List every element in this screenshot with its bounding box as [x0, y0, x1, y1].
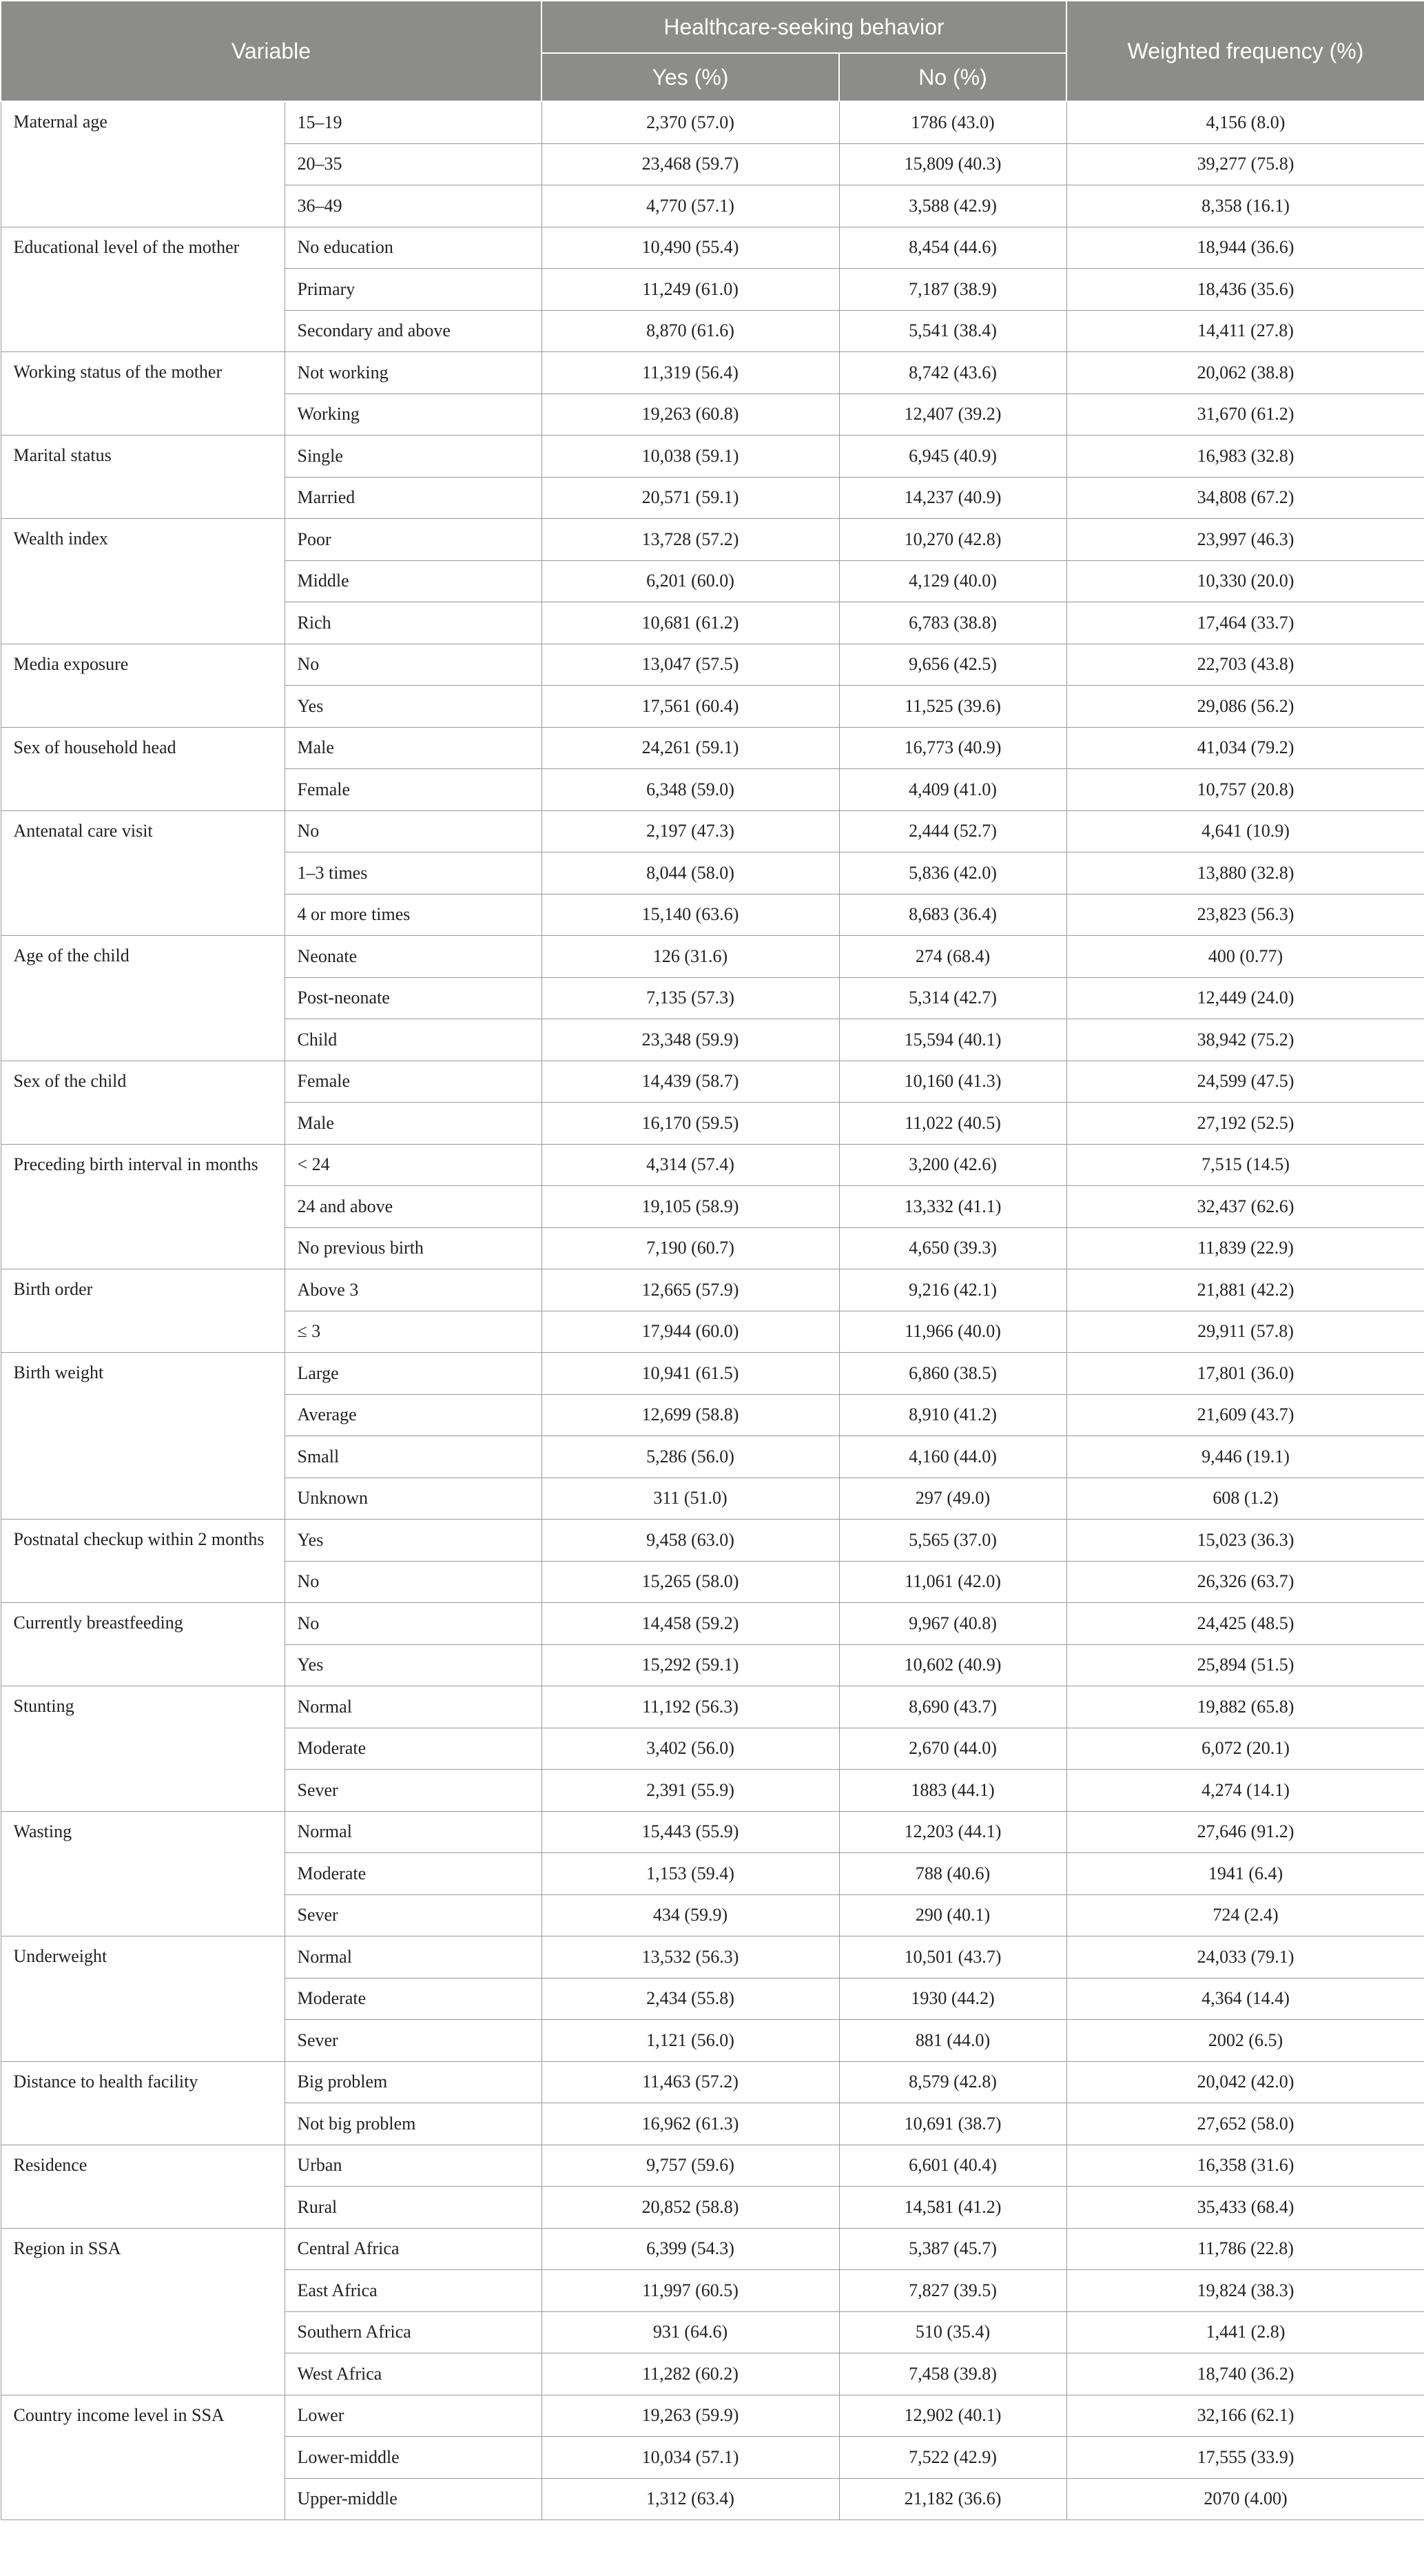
- weighted-frequency-cell: 39,277 (75.8): [1066, 143, 1424, 185]
- category-cell: Normal: [285, 1686, 541, 1728]
- no-cell: 1930 (44.2): [839, 1978, 1066, 2020]
- yes-cell: 10,034 (57.1): [541, 2437, 839, 2479]
- weighted-frequency-cell: 17,801 (36.0): [1066, 1353, 1424, 1395]
- category-cell: Large: [285, 1353, 541, 1395]
- weighted-frequency-cell: 16,358 (31.6): [1066, 2145, 1424, 2187]
- yes-cell: 17,944 (60.0): [541, 1311, 839, 1353]
- category-cell: Upper-middle: [285, 2478, 541, 2520]
- category-cell: Married: [285, 477, 541, 519]
- table-body: [1, 101, 1424, 2520]
- yes-cell: 2,370 (57.0): [541, 101, 839, 143]
- weighted-frequency-cell: 7,515 (14.5): [1066, 1144, 1424, 1186]
- no-cell: 788 (40.6): [839, 1853, 1066, 1895]
- weighted-frequency-cell: 400 (0.77): [1066, 936, 1424, 978]
- weighted-frequency-cell: 4,274 (14.1): [1066, 1770, 1424, 1812]
- no-cell: 7,458 (39.8): [839, 2353, 1066, 2395]
- weighted-frequency-cell: 25,894 (51.5): [1066, 1644, 1424, 1686]
- yes-cell: 19,105 (58.9): [541, 1186, 839, 1228]
- table-row: [1, 936, 1424, 978]
- variable-cell: Residence: [1, 2145, 285, 2228]
- weighted-frequency-cell: 18,944 (36.6): [1066, 227, 1424, 269]
- table-row: [1, 1603, 1424, 1645]
- yes-cell: 4,314 (57.4): [541, 1144, 839, 1186]
- weighted-frequency-cell: 18,740 (36.2): [1066, 2353, 1424, 2395]
- category-cell: Yes: [285, 1520, 541, 1562]
- no-cell: 5,541 (38.4): [839, 310, 1066, 352]
- no-cell: 10,691 (38.7): [839, 2103, 1066, 2145]
- no-cell: 6,601 (40.4): [839, 2145, 1066, 2187]
- yes-cell: 14,439 (58.7): [541, 1061, 839, 1103]
- category-cell: Big problem: [285, 2061, 541, 2103]
- weighted-frequency-cell: 4,641 (10.9): [1066, 810, 1424, 852]
- no-cell: 2,670 (44.0): [839, 1728, 1066, 1770]
- category-cell: Neonate: [285, 936, 541, 978]
- weighted-frequency-cell: 8,358 (16.1): [1066, 185, 1424, 227]
- yes-cell: 8,044 (58.0): [541, 852, 839, 895]
- category-cell: No education: [285, 227, 541, 269]
- weighted-frequency-cell: 18,436 (35.6): [1066, 269, 1424, 311]
- weighted-frequency-cell: 31,670 (61.2): [1066, 393, 1424, 436]
- category-cell: ≤ 3: [285, 1311, 541, 1353]
- variable-cell: Currently breastfeeding: [1, 1603, 285, 1686]
- header-variable: Variable: [1, 1, 541, 101]
- weighted-frequency-cell: 34,808 (67.2): [1066, 477, 1424, 519]
- variable-cell: Wasting: [1, 1811, 285, 1936]
- variable-cell: Region in SSA: [1, 2228, 285, 2395]
- category-cell: Rich: [285, 602, 541, 644]
- table-row: [1, 2061, 1424, 2103]
- category-cell: 24 and above: [285, 1186, 541, 1228]
- category-cell: Male: [285, 727, 541, 769]
- weighted-frequency-cell: 1,441 (2.8): [1066, 2311, 1424, 2353]
- no-cell: 11,022 (40.5): [839, 1103, 1066, 1145]
- weighted-frequency-cell: 27,646 (91.2): [1066, 1811, 1424, 1853]
- variable-cell: Stunting: [1, 1686, 285, 1812]
- no-cell: 7,522 (42.9): [839, 2437, 1066, 2479]
- category-cell: Child: [285, 1019, 541, 1061]
- yes-cell: 11,997 (60.5): [541, 2270, 839, 2312]
- category-cell: Male: [285, 1103, 541, 1145]
- category-cell: Sever: [285, 2020, 541, 2062]
- yes-cell: 12,699 (58.8): [541, 1394, 839, 1436]
- no-cell: 5,314 (42.7): [839, 977, 1066, 1019]
- category-cell: 4 or more times: [285, 894, 541, 936]
- yes-cell: 931 (64.6): [541, 2311, 839, 2353]
- weighted-frequency-cell: 21,609 (43.7): [1066, 1394, 1424, 1436]
- category-cell: Middle: [285, 560, 541, 602]
- category-cell: Primary: [285, 269, 541, 311]
- yes-cell: 11,282 (60.2): [541, 2353, 839, 2395]
- yes-cell: 311 (51.0): [541, 1478, 839, 1520]
- no-cell: 6,783 (38.8): [839, 602, 1066, 644]
- no-cell: 12,203 (44.1): [839, 1811, 1066, 1853]
- no-cell: 14,581 (41.2): [839, 2187, 1066, 2229]
- weighted-frequency-cell: 38,942 (75.2): [1066, 1019, 1424, 1061]
- weighted-frequency-cell: 17,464 (33.7): [1066, 602, 1424, 644]
- category-cell: No: [285, 1561, 541, 1603]
- yes-cell: 16,170 (59.5): [541, 1103, 839, 1145]
- weighted-frequency-cell: 21,881 (42.2): [1066, 1269, 1424, 1311]
- no-cell: 510 (35.4): [839, 2311, 1066, 2353]
- variable-cell: Educational level of the mother: [1, 227, 285, 352]
- category-cell: Lower: [285, 2395, 541, 2437]
- weighted-frequency-cell: 23,823 (56.3): [1066, 894, 1424, 936]
- yes-cell: 13,728 (57.2): [541, 519, 839, 561]
- weighted-frequency-cell: 15,023 (36.3): [1066, 1520, 1424, 1562]
- yes-cell: 13,047 (57.5): [541, 644, 839, 686]
- category-cell: Rural: [285, 2187, 541, 2229]
- variable-cell: Birth weight: [1, 1353, 285, 1520]
- category-cell: 1–3 times: [285, 852, 541, 895]
- table-row: [1, 727, 1424, 769]
- category-cell: No: [285, 644, 541, 686]
- weighted-frequency-cell: 12,449 (24.0): [1066, 977, 1424, 1019]
- weighted-frequency-cell: 6,072 (20.1): [1066, 1728, 1424, 1770]
- table-row: [1, 352, 1424, 394]
- yes-cell: 10,038 (59.1): [541, 436, 839, 478]
- category-cell: Poor: [285, 519, 541, 561]
- weighted-frequency-cell: 1941 (6.4): [1066, 1853, 1424, 1895]
- table-row: [1, 2228, 1424, 2270]
- weighted-frequency-cell: 32,437 (62.6): [1066, 1186, 1424, 1228]
- header-yes: Yes (%): [541, 53, 839, 101]
- table-row: [1, 436, 1424, 478]
- yes-cell: 12,665 (57.9): [541, 1269, 839, 1311]
- weighted-frequency-cell: 27,192 (52.5): [1066, 1103, 1424, 1145]
- no-cell: 5,565 (37.0): [839, 1520, 1066, 1562]
- yes-cell: 126 (31.6): [541, 936, 839, 978]
- yes-cell: 9,757 (59.6): [541, 2145, 839, 2187]
- no-cell: 8,579 (42.8): [839, 2061, 1066, 2103]
- weighted-frequency-cell: 24,425 (48.5): [1066, 1603, 1424, 1645]
- no-cell: 3,588 (42.9): [839, 185, 1066, 227]
- no-cell: 12,407 (39.2): [839, 393, 1066, 436]
- category-cell: Small: [285, 1436, 541, 1478]
- category-cell: Central Africa: [285, 2228, 541, 2270]
- category-cell: Working: [285, 393, 541, 436]
- no-cell: 11,966 (40.0): [839, 1311, 1066, 1353]
- category-cell: Yes: [285, 686, 541, 728]
- category-cell: East Africa: [285, 2270, 541, 2312]
- no-cell: 290 (40.1): [839, 1894, 1066, 1936]
- table-row: [1, 1353, 1424, 1395]
- yes-cell: 11,319 (56.4): [541, 352, 839, 394]
- yes-cell: 7,135 (57.3): [541, 977, 839, 1019]
- category-cell: Female: [285, 1061, 541, 1103]
- no-cell: 7,187 (38.9): [839, 269, 1066, 311]
- yes-cell: 15,443 (55.9): [541, 1811, 839, 1853]
- yes-cell: 23,348 (59.9): [541, 1019, 839, 1061]
- yes-cell: 5,286 (56.0): [541, 1436, 839, 1478]
- variable-cell: Sex of the child: [1, 1061, 285, 1144]
- header-healthcare-seeking-behavior: Healthcare-seeking behavior: [541, 1, 1066, 53]
- yes-cell: 11,463 (57.2): [541, 2061, 839, 2103]
- no-cell: 9,656 (42.5): [839, 644, 1066, 686]
- table-row: [1, 1520, 1424, 1562]
- yes-cell: 20,571 (59.1): [541, 477, 839, 519]
- variable-cell: Distance to health facility: [1, 2061, 285, 2145]
- weighted-frequency-cell: 11,786 (22.8): [1066, 2228, 1424, 2270]
- yes-cell: 2,391 (55.9): [541, 1770, 839, 1812]
- yes-cell: 10,681 (61.2): [541, 602, 839, 644]
- no-cell: 4,160 (44.0): [839, 1436, 1066, 1478]
- weighted-frequency-cell: 10,330 (20.0): [1066, 560, 1424, 602]
- no-cell: 274 (68.4): [839, 936, 1066, 978]
- weighted-frequency-cell: 16,983 (32.8): [1066, 436, 1424, 478]
- weighted-frequency-cell: 2002 (6.5): [1066, 2020, 1424, 2062]
- no-cell: 1786 (43.0): [839, 101, 1066, 143]
- yes-cell: 1,153 (59.4): [541, 1853, 839, 1895]
- no-cell: 8,454 (44.6): [839, 227, 1066, 269]
- no-cell: 15,809 (40.3): [839, 143, 1066, 185]
- weighted-frequency-cell: 724 (2.4): [1066, 1894, 1424, 1936]
- category-cell: Moderate: [285, 1978, 541, 2020]
- table-row: [1, 1811, 1424, 1853]
- yes-cell: 11,249 (61.0): [541, 269, 839, 311]
- table-row: [1, 1061, 1424, 1103]
- yes-cell: 11,192 (56.3): [541, 1686, 839, 1728]
- no-cell: 8,690 (43.7): [839, 1686, 1066, 1728]
- weighted-frequency-cell: 4,156 (8.0): [1066, 101, 1424, 143]
- weighted-frequency-cell: 24,599 (47.5): [1066, 1061, 1424, 1103]
- variable-cell: Marital status: [1, 436, 285, 519]
- variable-cell: Media exposure: [1, 644, 285, 727]
- variable-cell: Sex of household head: [1, 727, 285, 810]
- no-cell: 10,160 (41.3): [839, 1061, 1066, 1103]
- category-cell: No previous birth: [285, 1227, 541, 1269]
- category-cell: Yes: [285, 1644, 541, 1686]
- variable-cell: Country income level in SSA: [1, 2395, 285, 2520]
- yes-cell: 15,140 (63.6): [541, 894, 839, 936]
- no-cell: 13,332 (41.1): [839, 1186, 1066, 1228]
- no-cell: 21,182 (36.6): [839, 2478, 1066, 2520]
- table-row: [1, 1269, 1424, 1311]
- weighted-frequency-cell: 4,364 (14.4): [1066, 1978, 1424, 2020]
- category-cell: Moderate: [285, 1853, 541, 1895]
- table-row: [1, 1936, 1424, 1979]
- weighted-frequency-cell: 29,911 (57.8): [1066, 1311, 1424, 1353]
- category-cell: Southern Africa: [285, 2311, 541, 2353]
- table-row: [1, 227, 1424, 269]
- table-row: [1, 519, 1424, 561]
- yes-cell: 15,292 (59.1): [541, 1644, 839, 1686]
- no-cell: 4,409 (41.0): [839, 769, 1066, 811]
- yes-cell: 16,962 (61.3): [541, 2103, 839, 2145]
- category-cell: Urban: [285, 2145, 541, 2187]
- weighted-frequency-cell: 14,411 (27.8): [1066, 310, 1424, 352]
- yes-cell: 6,399 (54.3): [541, 2228, 839, 2270]
- no-cell: 10,602 (40.9): [839, 1644, 1066, 1686]
- variable-cell: Birth order: [1, 1269, 285, 1353]
- no-cell: 4,129 (40.0): [839, 560, 1066, 602]
- yes-cell: 7,190 (60.7): [541, 1227, 839, 1269]
- yes-cell: 14,458 (59.2): [541, 1603, 839, 1645]
- yes-cell: 9,458 (63.0): [541, 1520, 839, 1562]
- weighted-frequency-cell: 26,326 (63.7): [1066, 1561, 1424, 1603]
- yes-cell: 17,561 (60.4): [541, 686, 839, 728]
- yes-cell: 20,852 (58.8): [541, 2187, 839, 2229]
- header-no: No (%): [839, 53, 1066, 101]
- variable-cell: Preceding birth interval in months: [1, 1144, 285, 1269]
- weighted-frequency-cell: 24,033 (79.1): [1066, 1936, 1424, 1979]
- weighted-frequency-cell: 41,034 (79.2): [1066, 727, 1424, 769]
- header-weighted-frequency: Weighted frequency (%): [1066, 1, 1424, 101]
- yes-cell: 8,870 (61.6): [541, 310, 839, 352]
- table-header: [1, 1, 1424, 101]
- no-cell: 10,270 (42.8): [839, 519, 1066, 561]
- weighted-frequency-cell: 19,824 (38.3): [1066, 2270, 1424, 2312]
- variable-cell: Working status of the mother: [1, 352, 285, 436]
- category-cell: Above 3: [285, 1269, 541, 1311]
- yes-cell: 434 (59.9): [541, 1894, 839, 1936]
- variable-cell: Postnatal checkup within 2 months: [1, 1520, 285, 1603]
- weighted-frequency-cell: 20,042 (42.0): [1066, 2061, 1424, 2103]
- no-cell: 9,967 (40.8): [839, 1603, 1066, 1645]
- category-cell: < 24: [285, 1144, 541, 1186]
- yes-cell: 19,263 (60.8): [541, 393, 839, 436]
- yes-cell: 1,121 (56.0): [541, 2020, 839, 2062]
- no-cell: 8,910 (41.2): [839, 1394, 1066, 1436]
- yes-cell: 6,348 (59.0): [541, 769, 839, 811]
- category-cell: Not working: [285, 352, 541, 394]
- variable-cell: Underweight: [1, 1936, 285, 2062]
- category-cell: 20–35: [285, 143, 541, 185]
- yes-cell: 2,434 (55.8): [541, 1978, 839, 2020]
- no-cell: 14,237 (40.9): [839, 477, 1066, 519]
- category-cell: Secondary and above: [285, 310, 541, 352]
- no-cell: 3,200 (42.6): [839, 1144, 1066, 1186]
- weighted-frequency-cell: 23,997 (46.3): [1066, 519, 1424, 561]
- table-row: [1, 2145, 1424, 2187]
- variable-cell: Antenatal care visit: [1, 810, 285, 936]
- no-cell: 12,902 (40.1): [839, 2395, 1066, 2437]
- table-row: [1, 2395, 1424, 2437]
- category-cell: 15–19: [285, 101, 541, 143]
- weighted-frequency-cell: 32,166 (62.1): [1066, 2395, 1424, 2437]
- weighted-frequency-cell: 13,880 (32.8): [1066, 852, 1424, 895]
- yes-cell: 13,532 (56.3): [541, 1936, 839, 1979]
- category-cell: 36–49: [285, 185, 541, 227]
- no-cell: 297 (49.0): [839, 1478, 1066, 1520]
- category-cell: No: [285, 810, 541, 852]
- no-cell: 5,836 (42.0): [839, 852, 1066, 895]
- weighted-frequency-cell: 9,446 (19.1): [1066, 1436, 1424, 1478]
- no-cell: 9,216 (42.1): [839, 1269, 1066, 1311]
- variable-cell: Age of the child: [1, 936, 285, 1061]
- category-cell: Post-neonate: [285, 977, 541, 1019]
- weighted-frequency-cell: 608 (1.2): [1066, 1478, 1424, 1520]
- no-cell: 881 (44.0): [839, 2020, 1066, 2062]
- weighted-frequency-cell: 19,882 (65.8): [1066, 1686, 1424, 1728]
- yes-cell: 24,261 (59.1): [541, 727, 839, 769]
- table-row: [1, 101, 1424, 143]
- no-cell: 6,860 (38.5): [839, 1353, 1066, 1395]
- weighted-frequency-cell: 29,086 (56.2): [1066, 686, 1424, 728]
- weighted-frequency-cell: 2070 (4.00): [1066, 2478, 1424, 2520]
- yes-cell: 3,402 (56.0): [541, 1728, 839, 1770]
- yes-cell: 1,312 (63.4): [541, 2478, 839, 2520]
- yes-cell: 10,490 (55.4): [541, 227, 839, 269]
- no-cell: 15,594 (40.1): [839, 1019, 1066, 1061]
- no-cell: 8,742 (43.6): [839, 352, 1066, 394]
- category-cell: Normal: [285, 1936, 541, 1979]
- no-cell: 6,945 (40.9): [839, 436, 1066, 478]
- table-row: [1, 1144, 1424, 1186]
- weighted-frequency-cell: 10,757 (20.8): [1066, 769, 1424, 811]
- category-cell: Sever: [285, 1894, 541, 1936]
- no-cell: 4,650 (39.3): [839, 1227, 1066, 1269]
- category-cell: Single: [285, 436, 541, 478]
- weighted-frequency-cell: 27,652 (58.0): [1066, 2103, 1424, 2145]
- category-cell: Unknown: [285, 1478, 541, 1520]
- weighted-frequency-cell: 20,062 (38.8): [1066, 352, 1424, 394]
- variable-cell: Maternal age: [1, 101, 285, 227]
- category-cell: Not big problem: [285, 2103, 541, 2145]
- category-cell: Average: [285, 1394, 541, 1436]
- weighted-frequency-cell: 22,703 (43.8): [1066, 644, 1424, 686]
- category-cell: Moderate: [285, 1728, 541, 1770]
- category-cell: Sever: [285, 1770, 541, 1812]
- category-cell: West Africa: [285, 2353, 541, 2395]
- category-cell: Lower-middle: [285, 2437, 541, 2479]
- weighted-frequency-cell: 11,839 (22.9): [1066, 1227, 1424, 1269]
- no-cell: 1883 (44.1): [839, 1770, 1066, 1812]
- yes-cell: 10,941 (61.5): [541, 1353, 839, 1395]
- category-cell: Female: [285, 769, 541, 811]
- yes-cell: 15,265 (58.0): [541, 1561, 839, 1603]
- no-cell: 16,773 (40.9): [839, 727, 1066, 769]
- table-row: [1, 644, 1424, 686]
- weighted-frequency-cell: 35,433 (68.4): [1066, 2187, 1424, 2229]
- table-row: [1, 810, 1424, 852]
- yes-cell: 23,468 (59.7): [541, 143, 839, 185]
- table-row: [1, 1686, 1424, 1728]
- no-cell: 2,444 (52.7): [839, 810, 1066, 852]
- category-cell: Normal: [285, 1811, 541, 1853]
- yes-cell: 6,201 (60.0): [541, 560, 839, 602]
- weighted-frequency-cell: 17,555 (33.9): [1066, 2437, 1424, 2479]
- no-cell: 11,061 (42.0): [839, 1561, 1066, 1603]
- variable-cell: Wealth index: [1, 519, 285, 644]
- no-cell: 7,827 (39.5): [839, 2270, 1066, 2312]
- no-cell: 5,387 (45.7): [839, 2228, 1066, 2270]
- yes-cell: 19,263 (59.9): [541, 2395, 839, 2437]
- yes-cell: 2,197 (47.3): [541, 810, 839, 852]
- yes-cell: 4,770 (57.1): [541, 185, 839, 227]
- category-cell: No: [285, 1603, 541, 1645]
- no-cell: 11,525 (39.6): [839, 686, 1066, 728]
- no-cell: 10,501 (43.7): [839, 1936, 1066, 1979]
- no-cell: 8,683 (36.4): [839, 894, 1066, 936]
